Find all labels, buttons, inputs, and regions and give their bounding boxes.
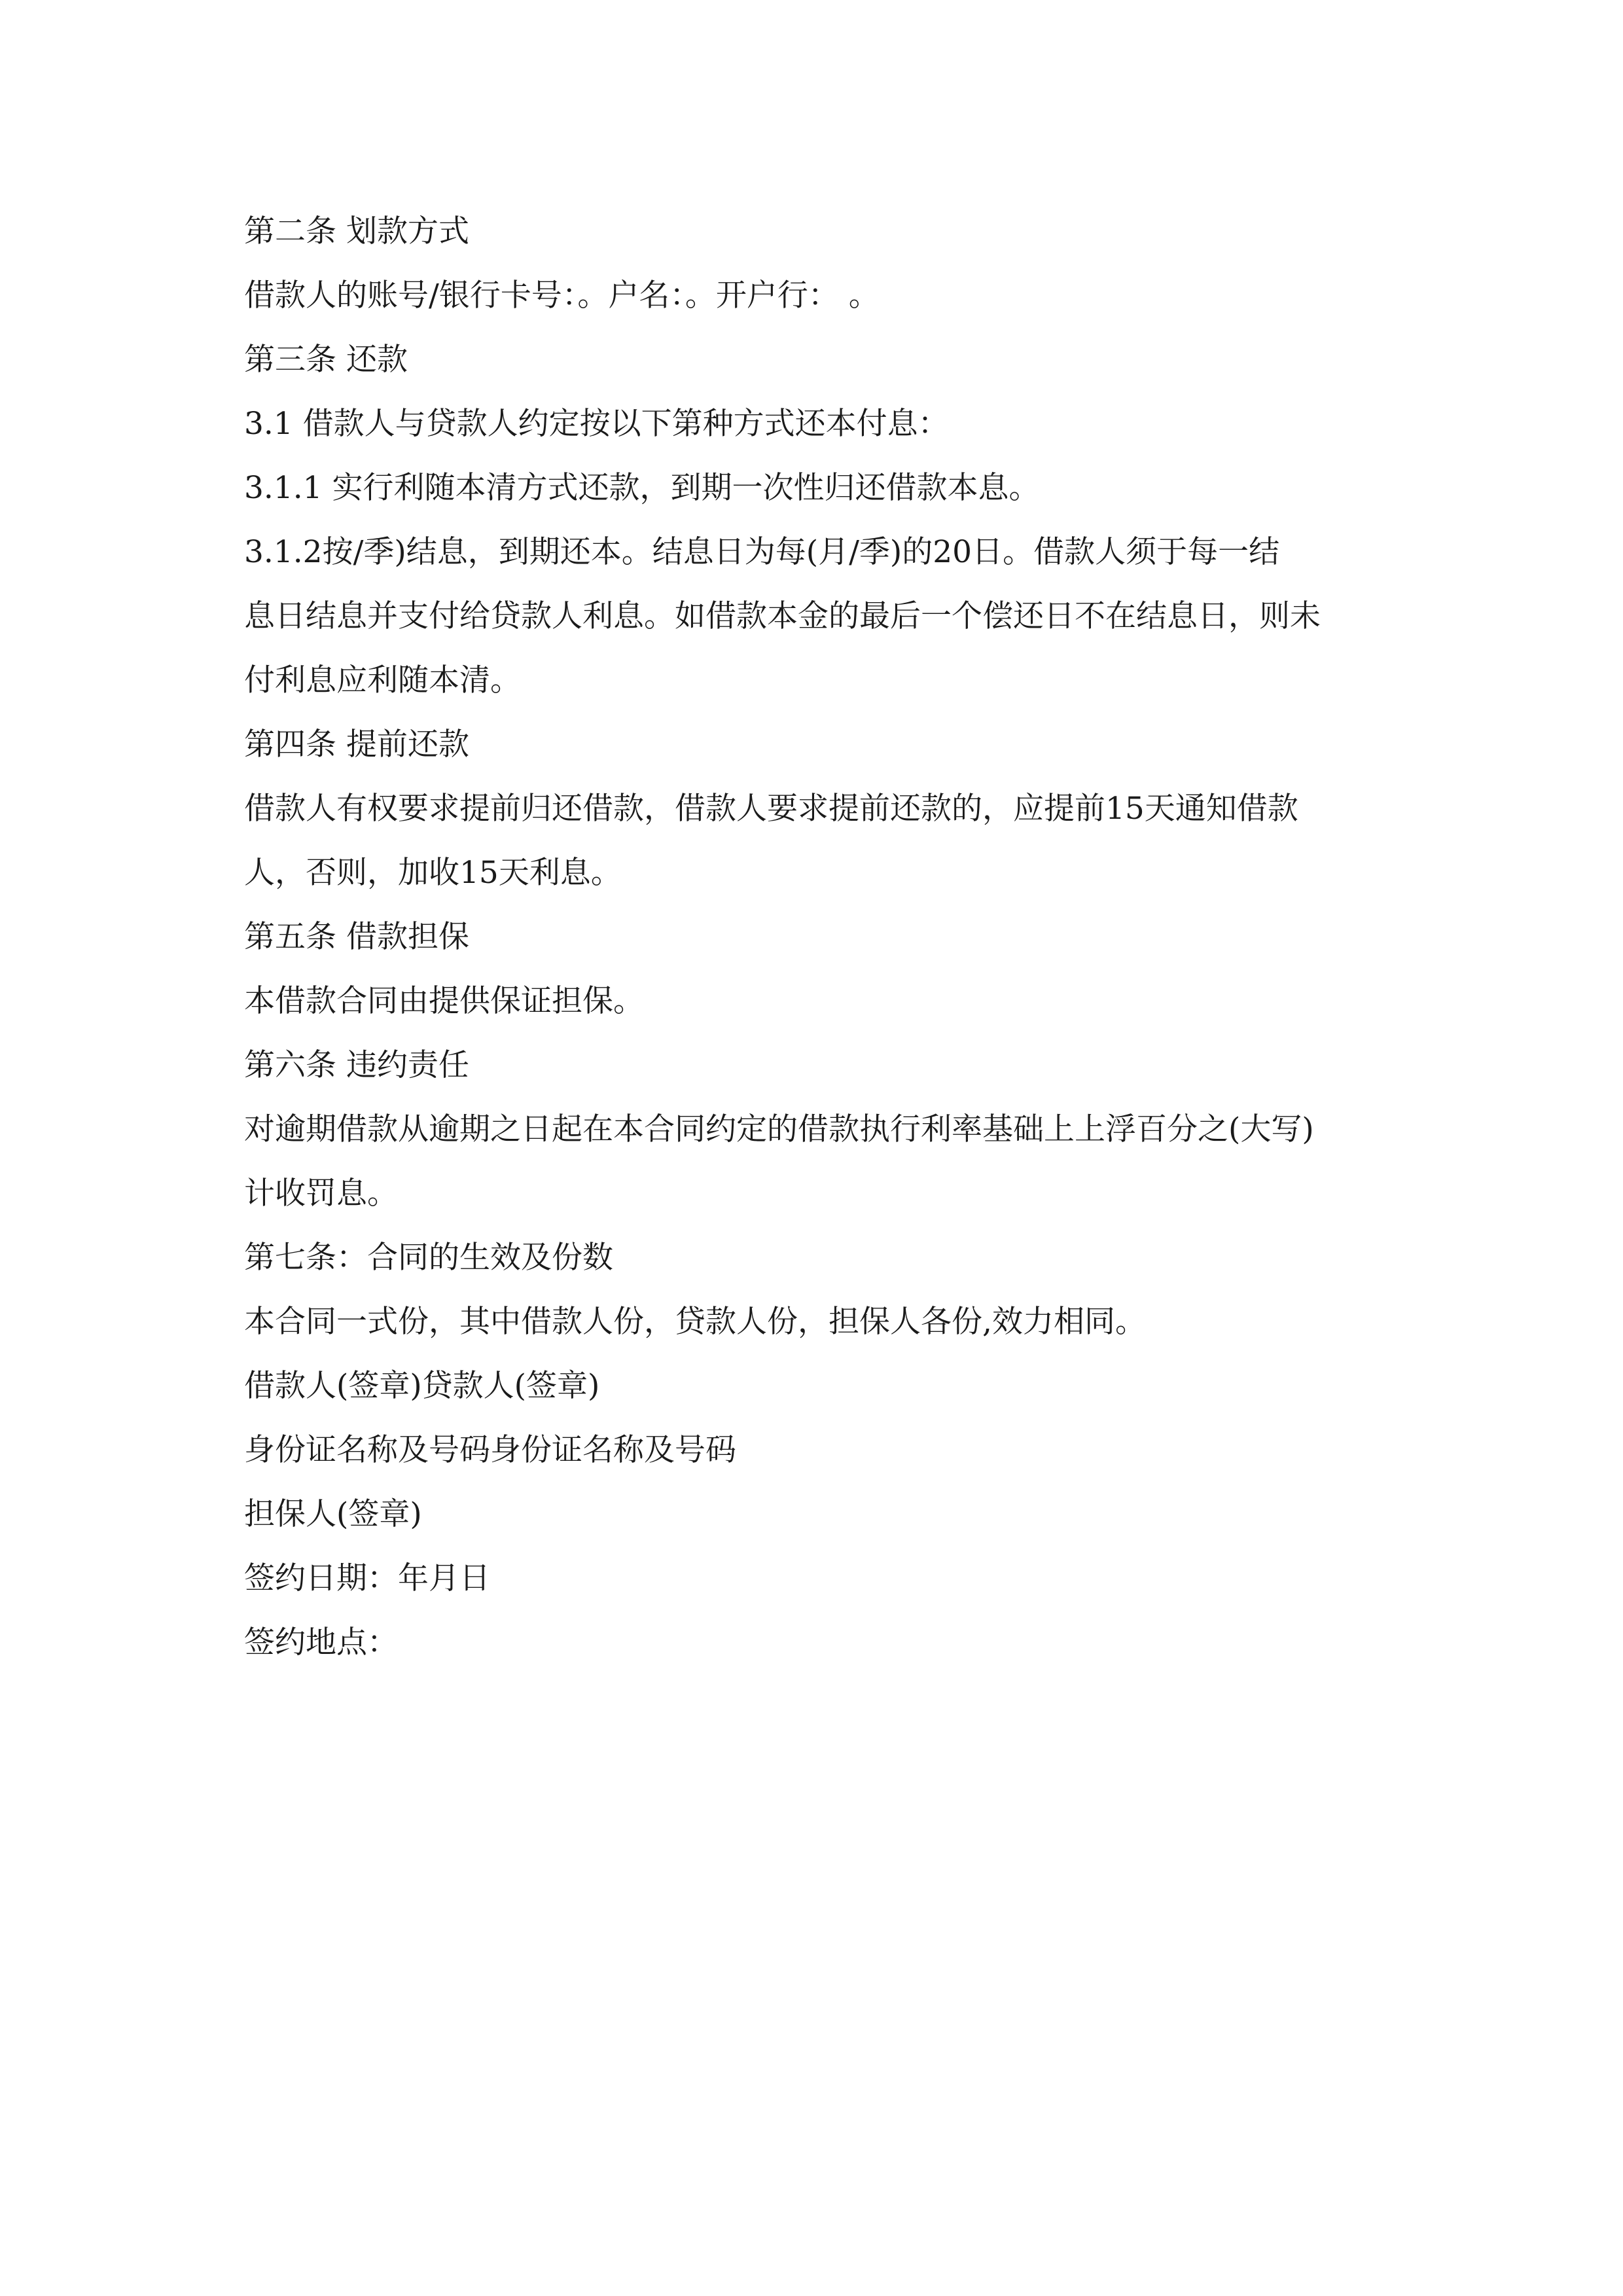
- article-5-text: 本借款合同由提供保证担保。: [244, 983, 644, 1019]
- article-6-line-2: 计收罚息。: [244, 1175, 398, 1211]
- document-body: [244, 200, 1396, 1675]
- heading-article-4: 第四条 提前还款: [244, 726, 469, 762]
- article-6-line-1: 对逾期借款从逾期之日起在本合同约定的借款执行利率基础上上浮百分之(大写): [244, 1111, 1314, 1147]
- clause-3-1-2-line-2: 息日结息并支付给贷款人利息。如借款本金的最后一个偿还日不在结息日，则未: [244, 598, 1321, 634]
- clause-3-1-1: 3.1.1 实行利随本清方式还款，到期一次性归还借款本息。: [244, 470, 1040, 506]
- account-info-line: 借款人的账号/银行卡号：。户名：。开户行： 。: [244, 278, 880, 314]
- article-4-line-2: 人，否则，加收15天利息。: [244, 855, 622, 891]
- signature-borrower-lender: 借款人(签章)贷款人(签章): [244, 1368, 600, 1404]
- heading-article-5: 第五条 借款担保: [244, 919, 469, 955]
- signing-place: 签约地点：: [244, 1624, 398, 1660]
- signature-guarantor: 担保人(签章): [244, 1496, 422, 1532]
- article-4-line-1: 借款人有权要求提前归还借款，借款人要求提前还款的，应提前15天通知借款: [244, 791, 1298, 827]
- article-7-text: 本合同一式份，其中借款人份，贷款人份，担保人各份,效力相同。: [244, 1304, 1146, 1340]
- clause-3-1-2-line-1: 3.1.2按/季)结息，到期还本。结息日为每(月/季)的20日。借款人须于每一结: [244, 534, 1280, 570]
- heading-article-6: 第六条 违约责任: [244, 1047, 469, 1083]
- heading-article-2: 第二条 划款方式: [244, 213, 469, 249]
- clause-3-1-2-line-3: 付利息应利随本清。: [244, 662, 521, 698]
- signing-date: 签约日期：年月日: [244, 1560, 490, 1596]
- id-name-number-line: 身份证名称及号码身份证名称及号码: [244, 1432, 736, 1468]
- clause-3-1: 3.1 借款人与贷款人约定按以下第种方式还本付息：: [244, 406, 949, 442]
- heading-article-3: 第三条 还款: [244, 342, 408, 378]
- heading-article-7: 第七条：合同的生效及份数: [244, 1240, 613, 1276]
